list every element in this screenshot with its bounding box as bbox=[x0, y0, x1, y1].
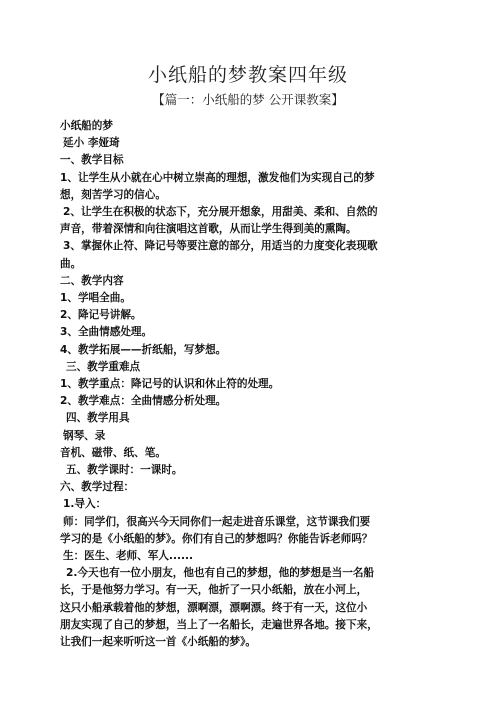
lesson-title: 小纸船的梦 bbox=[60, 120, 113, 132]
author-line: 延小 李娅琦 bbox=[63, 137, 120, 150]
text-line: 2、教学难点：全曲情感分析处理。 bbox=[60, 395, 227, 408]
section-heading: 一、教学目标 bbox=[60, 154, 124, 167]
text-line: 1.导入： bbox=[63, 498, 107, 511]
text-line: 1、教学重点：降记号的认识和休止符的处理。 bbox=[60, 378, 280, 391]
text-line: 音机、磁带、纸、笔。 bbox=[60, 446, 166, 459]
text-line: 朋友实现了自己的梦想，当上了一名船长，走遍世界各地。接下来， bbox=[60, 618, 378, 631]
text-line: 声音，带着深情和向往演唱这首歌，从而让学生得到美的熏陶。 bbox=[60, 223, 357, 236]
document-title: 小纸船的梦教案四年级 bbox=[147, 64, 348, 86]
text-line: 2、让学生在积极的状态下，充分展开想象，用甜美、柔和、自然的 bbox=[63, 206, 378, 219]
text-line: 长，于是他努力学习。有一天，他折了一只小纸船，放在小河上， bbox=[60, 584, 368, 597]
section-heading: 四、教学用具 bbox=[66, 412, 130, 425]
text-line: 1、让学生从小就在心中树立崇高的理想，激发他们为实现自己的梦 bbox=[60, 171, 375, 184]
text-line: 钢琴、录 bbox=[63, 429, 106, 442]
section-heading: 三、教学重难点 bbox=[66, 360, 141, 373]
text-line: 3、全曲情感处理。 bbox=[60, 326, 153, 339]
text-line: 这只小船承载着他的梦想，漂啊漂，漂啊漂。终于有一天，这位小 bbox=[60, 601, 368, 614]
text-line: 让我们一起来听听这一首《小纸船的梦》。 bbox=[60, 636, 256, 649]
section-heading: 二、教学内容 bbox=[60, 274, 124, 287]
text-line: 生：医生、老师、军人...... bbox=[63, 550, 194, 563]
document-body bbox=[60, 118, 444, 651]
text-line: 2、降记号讲解。 bbox=[60, 309, 142, 322]
text-line: 学习的是《小纸船的梦》。你们有自己的梦想吗？你能告诉老师吗？ bbox=[60, 532, 373, 545]
text-line: 2.今天也有一位小朋友，他也有自己的梦想，他的梦想是当一名船 bbox=[66, 567, 375, 580]
text-line: 师：同学们，很高兴今天同你们一起走进音乐课堂，这节课我们要 bbox=[63, 515, 371, 528]
section-heading: 六、教学过程： bbox=[60, 481, 135, 494]
text-line: 4、教学拓展——折纸船，写梦想。 bbox=[60, 343, 227, 356]
text-line: 3、掌握休止符、降记号等要注意的部分，用适当的力度变化表现歌 bbox=[63, 240, 378, 253]
document-subtitle: 【篇一：小纸船的梦 公开课教案】 bbox=[152, 92, 344, 107]
text-line: 1、学唱全曲。 bbox=[60, 292, 131, 305]
text-line: 曲。 bbox=[60, 257, 82, 270]
section-heading: 五、教学课时：一课时。 bbox=[66, 464, 183, 477]
text-line: 想，刻苦学习的信心。 bbox=[60, 188, 166, 201]
